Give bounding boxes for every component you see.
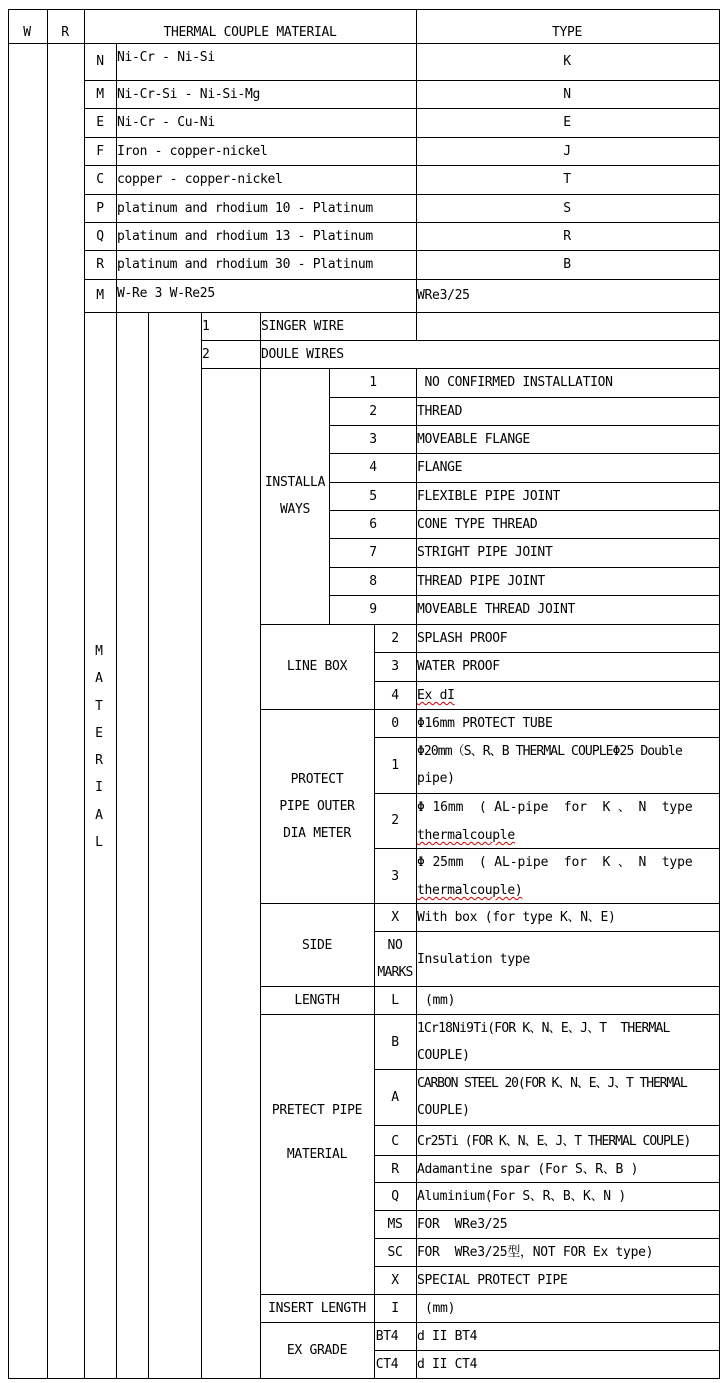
grid-line-vertical xyxy=(8,9,9,1379)
grid-line-vertical xyxy=(416,368,417,1379)
pipe-material-label: PRETECT PIPE xyxy=(271,1103,363,1118)
tc-material: copper - copper-nickel xyxy=(117,172,283,187)
tc-type: K xyxy=(563,54,571,69)
grid-line-horizontal xyxy=(374,652,720,653)
pipe-material-code: B xyxy=(391,1035,399,1050)
grid-line-horizontal xyxy=(8,9,720,10)
installation-label: WAYS xyxy=(279,502,311,517)
tc-material: platinum and rhodium 13 - Platinum xyxy=(117,229,373,244)
grid-line-horizontal xyxy=(260,1322,720,1323)
grid-line-horizontal xyxy=(374,1125,720,1126)
pipe-material-item: FOR WRe3/25型，NOT FOR Ex type) xyxy=(417,1245,654,1260)
grid-line-horizontal xyxy=(374,931,720,932)
header-r: R xyxy=(61,25,69,40)
protect-pipe-label: DIA METER xyxy=(283,826,351,841)
pipe-material-item: CARBON STEEL 20(FOR K、N、E、J、T THERMAL xyxy=(417,1076,687,1091)
tc-type: J xyxy=(563,144,571,159)
material-letter: E xyxy=(95,725,103,741)
tc-code: N xyxy=(96,54,104,69)
header-type: TYPE xyxy=(551,25,583,40)
tc-type: R xyxy=(563,229,571,244)
grid-line-vertical xyxy=(116,312,117,1379)
installation-code: 1 xyxy=(369,375,377,390)
installation-code: 9 xyxy=(369,602,377,617)
grid-line-horizontal xyxy=(84,279,720,280)
grid-line-horizontal xyxy=(374,1069,720,1070)
installation-label-item: CONE TYPE THREAD xyxy=(417,517,538,532)
wire-code: 1 xyxy=(202,319,210,334)
tc-code: R xyxy=(96,257,104,272)
grid-line-horizontal xyxy=(84,194,720,195)
grid-line-horizontal xyxy=(329,453,720,454)
line-box-item: WATER PROOF xyxy=(417,659,500,674)
insert-length-code: I xyxy=(391,1301,399,1316)
protect-pipe-item: thermalcouple) xyxy=(417,883,523,898)
material-letter: A xyxy=(95,671,103,687)
grid-line-horizontal xyxy=(329,482,720,483)
installation-label: INSTALLA xyxy=(264,475,326,490)
grid-line-horizontal xyxy=(84,165,720,166)
length-code: L xyxy=(391,993,399,1008)
grid-line-vertical xyxy=(719,9,720,1379)
wire-label: DOULE WIRES xyxy=(261,347,344,362)
wire-code: 2 xyxy=(202,347,210,362)
protect-pipe-item: thermalcouple xyxy=(417,828,515,843)
line-box-label: LINE BOX xyxy=(286,659,348,674)
pipe-material-item: 1Cr18Ni9Ti(FOR K、N、E、J、T THERMAL xyxy=(417,1021,670,1036)
grid-line-vertical xyxy=(148,312,149,1379)
material-letter: T xyxy=(95,698,103,714)
ex-grade-item: d II BT4 xyxy=(417,1329,478,1344)
ex-grade-item: d II CT4 xyxy=(417,1357,478,1372)
grid-line-horizontal xyxy=(329,595,720,596)
grid-line-horizontal xyxy=(329,397,720,398)
insert-length-value: (mm) xyxy=(425,1301,456,1316)
tc-type: T xyxy=(563,172,571,187)
length-label: LENGTH xyxy=(294,993,340,1008)
protect-pipe-label: PIPE OUTER xyxy=(279,799,355,814)
line-box-code: 3 xyxy=(391,659,399,674)
grid-line-horizontal xyxy=(84,108,720,109)
pipe-material-item: COUPLE) xyxy=(417,1103,470,1118)
grid-line-horizontal xyxy=(374,1350,720,1351)
grid-line-horizontal xyxy=(84,137,720,138)
grid-line-horizontal xyxy=(374,1155,720,1156)
tc-code: M xyxy=(96,87,104,102)
installation-label-item: THREAD xyxy=(417,404,463,419)
installation-label-item: THREAD PIPE JOINT xyxy=(417,574,545,589)
side-code: MARKS xyxy=(377,965,413,980)
line-box-item: Ex dI xyxy=(417,688,455,703)
material-letter: M xyxy=(95,644,103,659)
grid-line-horizontal xyxy=(260,709,720,710)
pipe-material-item: FOR WRe3/25 xyxy=(417,1217,508,1232)
protect-pipe-item: pipe) xyxy=(417,771,455,786)
grid-line-horizontal xyxy=(201,340,720,341)
grid-line-horizontal xyxy=(329,567,720,568)
line-box-item: SPLASH PROOF xyxy=(417,631,508,646)
installation-label-item: STRIGHT PIPE JOINT xyxy=(417,545,553,560)
installation-code: 4 xyxy=(369,460,377,475)
grid-line-horizontal xyxy=(84,80,720,81)
grid-line-horizontal xyxy=(260,903,720,904)
installation-code: 5 xyxy=(369,489,377,504)
tc-material: Ni-Cr - Ni-Si xyxy=(117,50,215,65)
tc-material: Ni-Cr-Si - Ni-Si-Mg xyxy=(117,87,261,102)
tc-code: F xyxy=(96,144,104,159)
tc-material: platinum and rhodium 10 - Platinum xyxy=(117,201,373,216)
grid-line-horizontal xyxy=(374,793,720,794)
ex-grade-code: BT4 xyxy=(375,1329,399,1344)
tc-type: S xyxy=(563,201,571,216)
tc-type: E xyxy=(563,115,571,130)
pipe-material-code: C xyxy=(391,1134,399,1149)
installation-label-item: FLEXIBLE PIPE JOINT xyxy=(417,489,561,504)
grid-line-horizontal xyxy=(201,368,720,369)
grid-line-vertical xyxy=(47,9,48,1379)
material-letter: R xyxy=(95,753,103,769)
grid-line-horizontal xyxy=(84,222,720,223)
grid-line-horizontal xyxy=(374,681,720,682)
length-value: (mm) xyxy=(425,993,456,1008)
pipe-material-code: MS xyxy=(387,1217,403,1232)
tc-code: E xyxy=(96,115,104,130)
installation-label-item: NO CONFIRMED INSTALLATION xyxy=(417,375,613,390)
pipe-material-code: R xyxy=(391,1162,399,1177)
grid-line-vertical xyxy=(374,624,375,1379)
wire-label: SINGER WIRE xyxy=(261,319,344,334)
tc-material: Iron - copper-nickel xyxy=(117,144,268,159)
tc-code: C xyxy=(96,172,104,187)
tc-type: B xyxy=(563,257,571,272)
grid-line-horizontal xyxy=(8,1378,720,1379)
pipe-material-item: SPECIAL PROTECT PIPE xyxy=(417,1273,568,1288)
grid-line-vertical xyxy=(260,312,261,1379)
tc-code: M xyxy=(96,288,104,303)
line-box-code: 4 xyxy=(391,688,399,703)
grid-line-horizontal xyxy=(374,1182,720,1183)
tc-code: P xyxy=(96,201,104,216)
installation-code: 2 xyxy=(369,404,377,419)
pipe-material-item: Aluminium(For S、R、B、K、N ) xyxy=(417,1189,626,1204)
protect-pipe-code: 0 xyxy=(391,716,399,731)
installation-code: 6 xyxy=(369,517,377,532)
insert-length-label: INSERT LENGTH xyxy=(268,1301,366,1316)
grid-line-horizontal xyxy=(374,737,720,738)
side-code: X xyxy=(391,910,399,925)
protect-pipe-code: 2 xyxy=(391,813,399,828)
ex-grade-label: EX GRADE xyxy=(286,1343,348,1358)
installation-code: 3 xyxy=(369,432,377,447)
grid-line-horizontal xyxy=(8,43,720,44)
tc-material: W-Re 3 W-Re25 xyxy=(117,286,215,301)
tc-type: N xyxy=(563,87,571,102)
pipe-material-item: COUPLE) xyxy=(417,1048,470,1063)
pipe-material-item: Adamantine spar (For S、R、B ) xyxy=(417,1162,639,1177)
grid-line-horizontal xyxy=(374,1238,720,1239)
protect-pipe-item: Φ 25mm ( AL-pipe for K 、 N type xyxy=(417,855,693,870)
material-letter: I xyxy=(95,780,103,796)
installation-label-item: MOVEABLE FLANGE xyxy=(417,432,530,447)
grid-line-horizontal xyxy=(374,1266,720,1267)
grid-line-horizontal xyxy=(374,848,720,849)
grid-line-horizontal xyxy=(329,425,720,426)
protect-pipe-item: Φ20mm（S、R、B THERMAL COUPLEΦ25 Double xyxy=(417,744,682,759)
pipe-material-item: Cr25Ti (FOR K、N、E、J、T THERMAL COUPLE) xyxy=(417,1134,691,1149)
protect-pipe-code: 1 xyxy=(391,758,399,773)
header-material: THERMAL COUPLE MATERIAL xyxy=(163,25,337,40)
grid-line-horizontal xyxy=(260,986,720,987)
material-letter: L xyxy=(95,835,103,851)
header-w: W xyxy=(23,25,31,40)
grid-line-horizontal xyxy=(329,538,720,539)
installation-label-item: FLANGE xyxy=(417,460,463,475)
side-item: Insulation type xyxy=(417,952,530,967)
protect-pipe-code: 3 xyxy=(391,869,399,884)
pipe-material-code: X xyxy=(391,1273,399,1288)
grid-line-vertical xyxy=(416,9,417,341)
pipe-material-code: Q xyxy=(391,1189,399,1204)
installation-code: 8 xyxy=(369,574,377,589)
side-item: With box (for type K、N、E) xyxy=(417,910,616,925)
grid-line-horizontal xyxy=(84,250,720,251)
grid-line-vertical xyxy=(329,368,330,625)
tc-type: WRe3/25 xyxy=(417,288,470,303)
pipe-material-code: A xyxy=(391,1090,399,1105)
installation-code: 7 xyxy=(369,545,377,560)
side-code: NO xyxy=(387,938,403,953)
protect-pipe-label: PROTECT xyxy=(290,772,344,787)
grid-line-vertical xyxy=(201,312,202,1379)
protect-pipe-item: Φ 16mm ( AL-pipe for K 、 N type xyxy=(417,800,693,815)
pipe-material-label: MATERIAL xyxy=(286,1147,348,1162)
tc-material: Ni-Cr - Cu-Ni xyxy=(117,115,215,130)
grid-line-horizontal xyxy=(84,312,720,313)
pipe-material-code: SC xyxy=(387,1245,403,1260)
protect-pipe-item: Φ16mm PROTECT TUBE xyxy=(417,716,553,731)
grid-line-horizontal xyxy=(329,510,720,511)
installation-label-item: MOVEABLE THREAD JOINT xyxy=(417,602,576,617)
material-vertical-label xyxy=(89,638,109,856)
grid-line-horizontal xyxy=(260,1294,720,1295)
line-box-code: 2 xyxy=(391,631,399,646)
ex-grade-code: CT4 xyxy=(375,1357,399,1372)
grid-line-vertical xyxy=(84,9,85,1379)
tc-material: platinum and rhodium 30 - Platinum xyxy=(117,257,373,272)
grid-line-vertical xyxy=(116,43,117,313)
material-letter: A xyxy=(95,807,103,823)
grid-line-horizontal xyxy=(260,1014,720,1015)
tc-code: Q xyxy=(96,229,104,244)
side-label: SIDE xyxy=(301,938,333,953)
grid-line-horizontal xyxy=(374,1210,720,1211)
